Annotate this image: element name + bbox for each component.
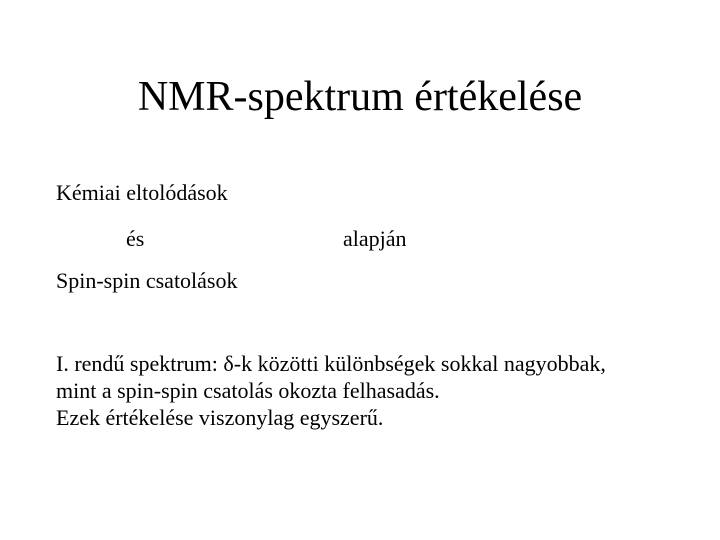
chemical-shifts-label: Kémiai eltolódások bbox=[56, 180, 228, 205]
spin-coupling-label: Spin-spin csatolások bbox=[56, 268, 238, 293]
paragraph-line: mint a spin-spin csatolás okozta felhasadás. bbox=[56, 378, 440, 403]
and-label: és bbox=[126, 226, 145, 251]
paragraph-line: I. rendű spektrum: δ-k közötti különbségek sokkal nagyobbak, bbox=[56, 351, 606, 376]
based-on-label: alapján bbox=[343, 226, 407, 251]
first-order-spectrum-paragraph bbox=[56, 350, 696, 431]
slide-title: NMR-spektrum értékelése bbox=[137, 74, 583, 120]
paragraph-line: Ezek értékelése viszonylag egyszerű. bbox=[56, 405, 384, 430]
